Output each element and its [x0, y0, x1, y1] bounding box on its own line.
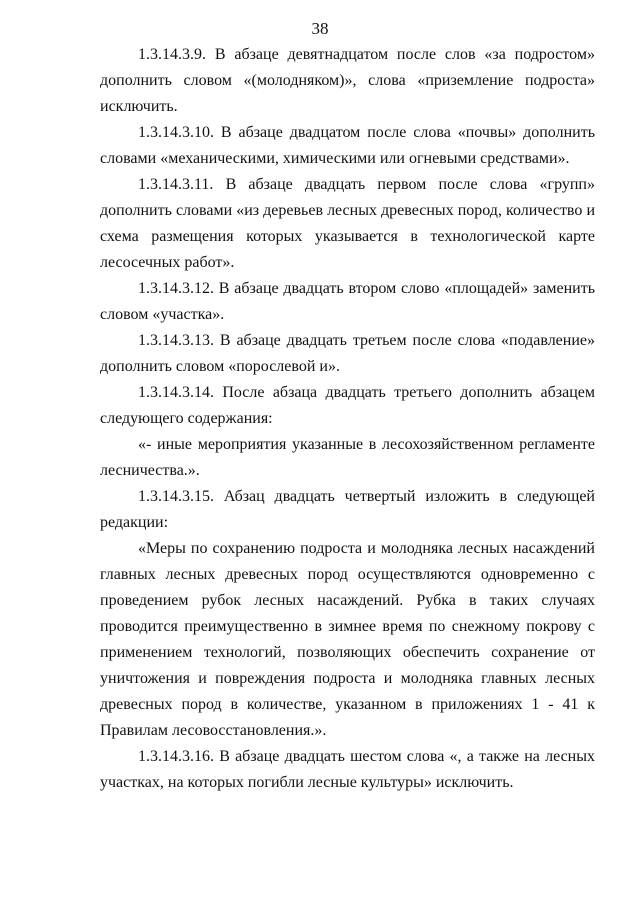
quoted-replacement-paragraph: «Меры по сохранению подроста и молодняка лесных насаждений главных лесных древесных пород осуществляются одновременно с проведением рубок лесных насаждений. Рубка в таких случаях проводится преимущественно в зимнее время по снежному покрову с применением технологий, позволяющих обеспечить сохранение от уничтожения и повреждения подроста и молодняка главных лесных древесных пород в количестве, указанном в приложениях 1 - 41 к Правилам лесовосстановления.».	[100, 540, 595, 739]
paragraph-1-3-14-3-16: 1.3.14.3.16. В абзаце двадцать шестом слова «, а также на лесных участках, на которых погибли лесные культуры» исключить.	[100, 748, 595, 791]
paragraph-1-3-14-3-14: 1.3.14.3.14. После абзаца двадцать третьего дополнить абзацем следующего содержания:	[100, 384, 595, 427]
paragraph-1-3-14-3-9: 1.3.14.3.9. В абзаце девятнадцатом после слов «за подростом» дополнить словом «(молодняком)», слова «приземление подроста» исключить.	[100, 46, 595, 115]
page-number: 38	[311, 19, 329, 38]
quoted-insertion-paragraph: «- иные мероприятия указанные в лесохозяйственном регламенте лесничества.».	[100, 436, 595, 479]
paragraph-1-3-14-3-12: 1.3.14.3.12. В абзаце двадцать втором слово «площадей» заменить словом «участка».	[100, 280, 595, 323]
document-body	[100, 42, 595, 796]
paragraph-1-3-14-3-10: 1.3.14.3.10. В абзаце двадцатом после слова «почвы» дополнить словами «механическими, химическими или огневыми средствами».	[100, 124, 595, 167]
paragraph-1-3-14-3-11: 1.3.14.3.11. В абзаце двадцать первом после слова «групп» дополнить словами «из деревьев лесных древесных пород, количество и схема размещения которых указывается в технологической карте лесосечных работ».	[100, 176, 595, 271]
paragraph-1-3-14-3-13: 1.3.14.3.13. В абзаце двадцать третьем после слова «подавление» дополнить словом «порослевой и».	[100, 332, 595, 375]
paragraph-1-3-14-3-15: 1.3.14.3.15. Абзац двадцать четвертый изложить в следующей редакции:	[100, 488, 595, 531]
